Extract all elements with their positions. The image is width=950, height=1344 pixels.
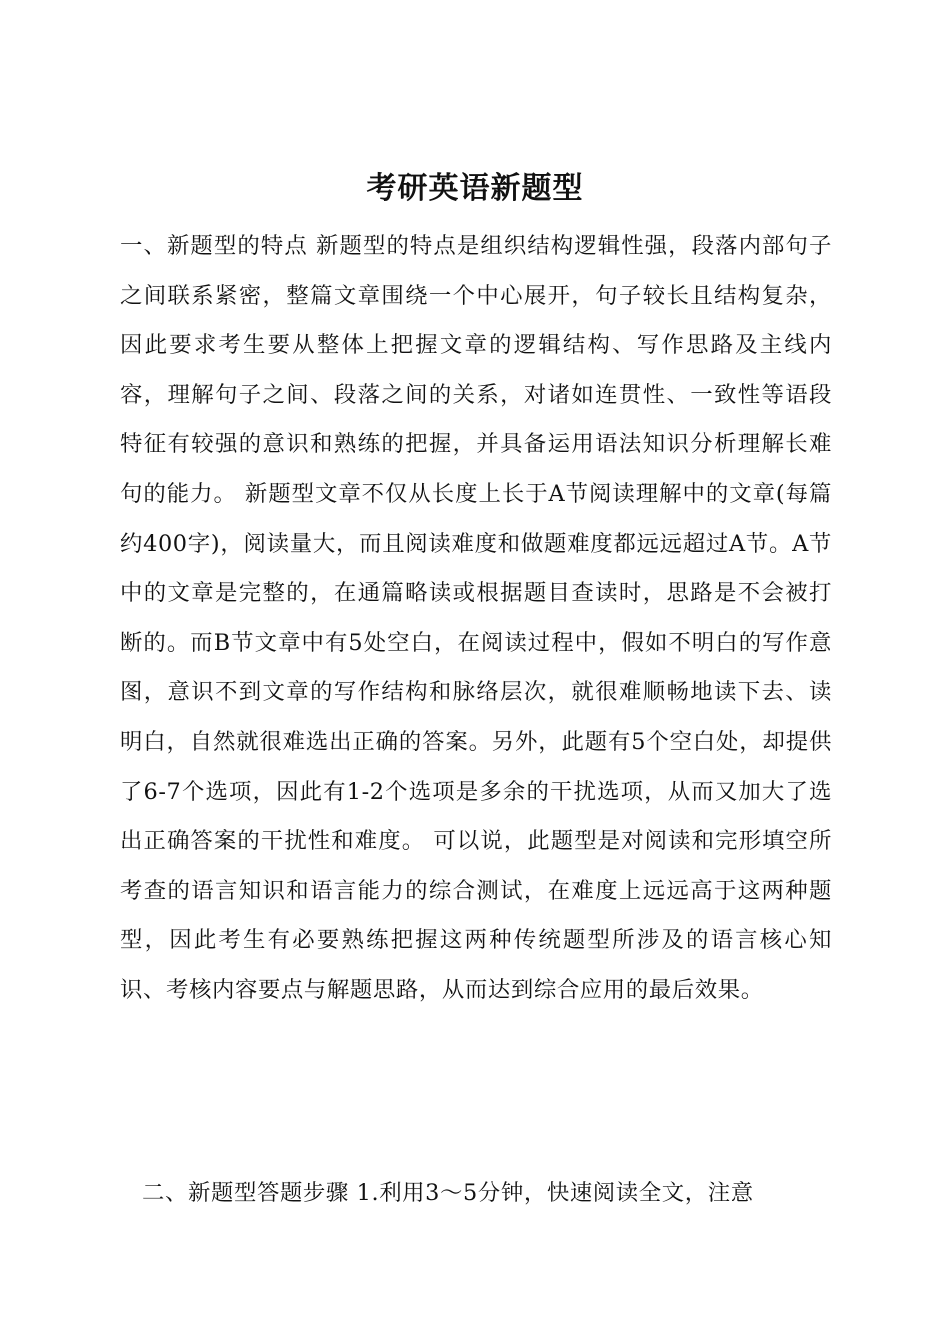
document-title: 考研英语新题型	[366, 171, 584, 207]
paragraph-steps: 二、新题型答题步骤 1.利用3～5分钟，快速阅读全文，注意	[142, 1180, 754, 1206]
paragraph-features: 一、新题型的特点 新题型的特点是组织结构逻辑性强，段落内部句子之间联系紧密，整篇文章围绕一个中心展开，句子较长且结构复杂，因此要求考生要从整体上把握文章的逻辑结构、写作思路及主线内容，理解句子之间、段落之间的关系，对诸如连贯性、一致性等语段特征有较强的意识和熟练的把握，并具备运用语法知识分析理解长难句的能力。 新题型文章不仅从长度上长于A节阅读理解中的文章(每篇约400字)，阅读量大，而且阅读难度和做题难度都远远超过A节。A节中的文章是完整的，在通篇略读或根据题目查读时，思路是不会被打断的。而B节文章中有5处空白，在阅读过程中，假如不明白的写作意图，意识不到文章的写作结构和脉络层次，就很难顺畅地读下去、读明白，自然就很难选出正确的答案。另外，此题有5个空白处，却提供了6-7个选项，因此有1-2个选项是多余的干扰选项，从而又加大了选出正确答案的干扰性和难度。 可以说，此题型是对阅读和完形填空所考查的语言知识和语言能力的综合测试，在难度上远远高于这两种题型，因此考生有必要熟练把握这两种传统题型所涉及的语言核心知识、考核内容要点与解题思路，从而达到综合应用的最后效果。	[120, 233, 832, 1003]
